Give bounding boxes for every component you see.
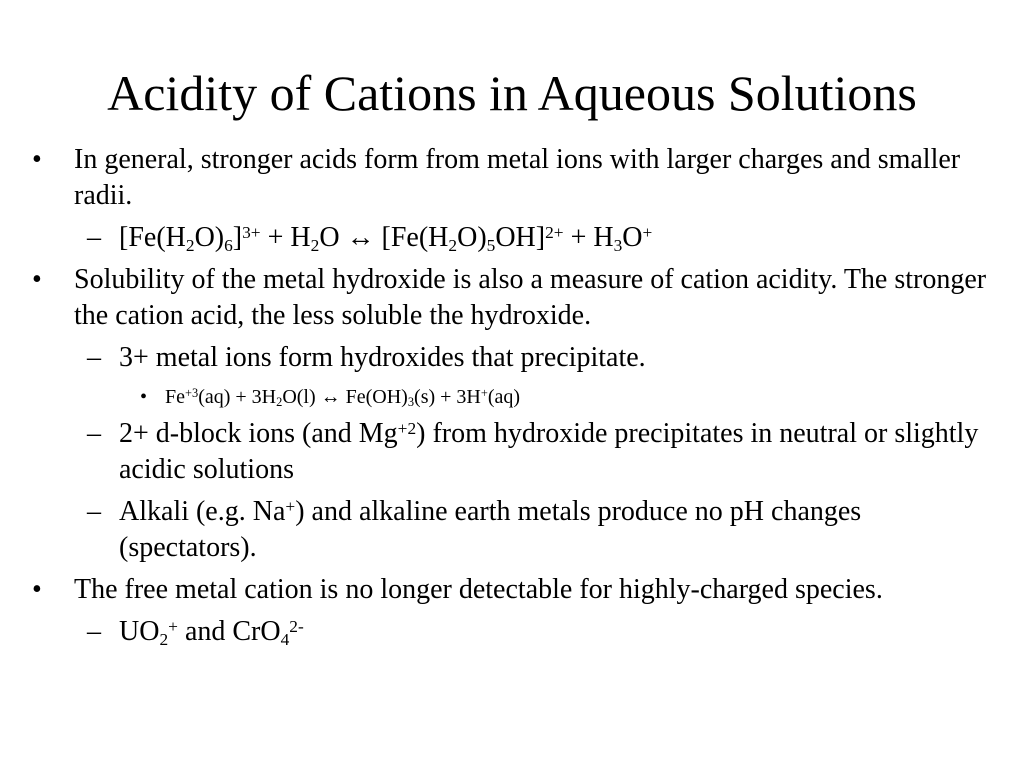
bullet-dash: –	[87, 222, 101, 253]
bullet-dash: –	[87, 496, 101, 527]
bullet-dash: –	[87, 418, 101, 449]
bullet-3-sub-1	[32, 614, 1002, 650]
bullet-1	[32, 142, 1002, 214]
bullet-2-sub-1-text: 3+ metal ions form hydroxides that precipitate.	[119, 342, 646, 373]
bullet-dash: –	[87, 616, 101, 647]
slide-body	[32, 142, 1002, 650]
bullet-2-sub-3	[32, 494, 1002, 566]
bullet-2-sub-3-text: Alkali (e.g. Na+) and alkaline earth metals produce no pH changes (spectators).	[119, 496, 862, 563]
bullet-dot: •	[32, 264, 42, 295]
equation-iron-hydroxide: $Fe^{+3}(aq) + 3H_2O(l)$ ↔ $Fe(OH)_3(s) + 3H^+(aq)$	[165, 386, 521, 410]
equation-iron-hydrolysis: $[Fe(H_2O)_6]^{3+} + H_2O$ ↔ $[Fe(H_2O)_5OH]^{2+} + H_3O^+$	[119, 222, 653, 255]
bullet-2-sub-2-text: 2+ d-block ions (and $Mg^{+2}$) from hydroxide precipitates in neutral or slightly acidic solutions	[119, 418, 979, 485]
bullet-1-text: In general, stronger acids form from metal ions with larger charges and smaller radii.	[74, 144, 961, 211]
bullet-2-sub-2	[32, 416, 1002, 488]
bullet-2-sub-1-sub-1	[32, 384, 1002, 410]
bullet-2-text: Solubility of the metal hydroxide is also a measure of cation acidity. The stronger the cation acid, the less soluble the hydroxide.	[74, 264, 987, 331]
bullet-1-sub-1	[32, 220, 1002, 256]
slide-title: Acidity of Cations in Aqueous Solutions	[107, 65, 917, 121]
bullet-dot: •	[32, 574, 42, 605]
bullet-dot: •	[32, 144, 42, 175]
bullet-2-sub-1	[32, 340, 1002, 376]
bullet-dash: –	[87, 342, 101, 373]
bullet-3-sub-1-text: $UO_2^+$ and CrO$_4^{2-}$	[119, 616, 304, 649]
bullet-2	[32, 262, 1002, 334]
bullet-3-text: The free metal cation is no longer detectable for highly-charged species.	[74, 574, 883, 605]
bullet-3	[32, 572, 1002, 608]
bullet-dot: •	[140, 386, 148, 408]
